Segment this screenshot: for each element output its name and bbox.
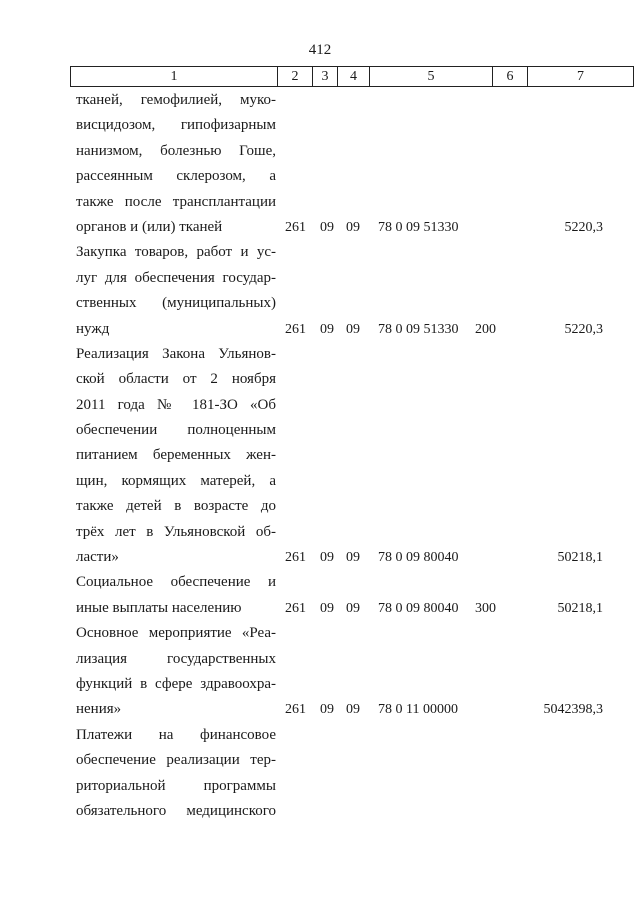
description-line: риториальной программы [76, 777, 276, 794]
table-row [0, 570, 640, 621]
description-line: Социальное обеспечение и [76, 574, 276, 591]
row-codes [0, 215, 640, 240]
description-line: луг для обеспечения государ- [76, 269, 276, 286]
target-article-code: 78 0 09 51330 [378, 219, 459, 235]
table-row [0, 723, 640, 825]
target-article-code: 78 0 09 80040 [378, 550, 459, 566]
description-line: также после трансплантации [76, 193, 276, 210]
description-line: 2011 года № 181-ЗО «Об [76, 396, 276, 413]
description-line: иные выплаты населению [76, 599, 242, 616]
description-line: функций в сфере здравоохра- [76, 675, 276, 692]
column-header-2: 2 [278, 67, 313, 87]
description-line: обязательного медицинского [76, 802, 276, 819]
description-line: Закупка товаров, работ и ус- [76, 244, 276, 261]
description-line: нения» [76, 701, 122, 718]
column-header-6: 6 [493, 67, 528, 87]
subsection-code: 09 [346, 219, 360, 235]
description-line: Платежи на финансовое [76, 726, 276, 743]
description-line: нужд [76, 320, 110, 337]
description-line: питанием беременных жен- [76, 447, 276, 464]
section-code: 09 [320, 702, 334, 718]
description-line: щин, кормящих матерей, а [76, 472, 276, 489]
section-code: 09 [320, 321, 334, 337]
column-header-row [71, 67, 634, 87]
description-line: висцидозом, гипофизарным [76, 117, 276, 134]
table-row [0, 240, 640, 342]
column-header-4: 4 [338, 67, 370, 87]
target-article-code: 78 0 09 51330 [378, 321, 459, 337]
column-header-7: 7 [528, 67, 634, 87]
budget-rows [0, 88, 640, 824]
row-codes [0, 596, 640, 621]
amount-value: 5220,3 [564, 219, 603, 235]
table-row [0, 88, 640, 240]
expense-type-code: 300 [475, 600, 496, 616]
description-line: ственных (муниципальных) [76, 295, 276, 312]
expense-type-code: 200 [475, 321, 496, 337]
row-codes [0, 697, 640, 722]
section-code: 09 [320, 550, 334, 566]
description-line: ской области от 2 ноября [76, 371, 276, 388]
description-line: нанизмом, болезнью Гоше, [76, 142, 276, 159]
section-code: 09 [320, 600, 334, 616]
subsection-code: 09 [346, 702, 360, 718]
description-line: обеспечение реализации тер- [76, 752, 276, 769]
description-line: также детей в возрасте до [76, 498, 276, 515]
column-header-1: 1 [71, 67, 278, 87]
ministry-code: 261 [285, 321, 306, 337]
description-line: лизация государственных [76, 650, 276, 667]
ministry-code: 261 [285, 219, 306, 235]
description-line: трёх лет в Ульяновской об- [76, 523, 276, 540]
row-codes [0, 545, 640, 570]
row-description [76, 723, 276, 825]
amount-value: 5220,3 [564, 321, 603, 337]
target-article-code: 78 0 11 00000 [378, 702, 458, 718]
column-header-5: 5 [370, 67, 493, 87]
page-number: 412 [308, 42, 332, 58]
ministry-code: 261 [285, 702, 306, 718]
row-description [76, 342, 276, 571]
subsection-code: 09 [346, 550, 360, 566]
column-header-3: 3 [313, 67, 338, 87]
target-article-code: 78 0 09 80040 [378, 600, 459, 616]
ministry-code: 261 [285, 600, 306, 616]
description-line: тканей, гемофилией, муко- [76, 92, 276, 108]
description-line: органов и (или) тканей [76, 218, 223, 235]
ministry-code: 261 [285, 550, 306, 566]
description-line: рассеянным склерозом, а [76, 168, 276, 185]
table-row [0, 342, 640, 571]
description-line: ласти» [76, 549, 119, 566]
description-line: Основное мероприятие «Реа- [76, 625, 276, 642]
amount-value: 50218,1 [557, 600, 603, 616]
description-line: Реализация Закона Ульянов- [76, 345, 276, 362]
table-row [0, 621, 640, 723]
subsection-code: 09 [346, 321, 360, 337]
column-header-table [70, 66, 634, 87]
row-codes [0, 317, 640, 342]
section-code: 09 [320, 219, 334, 235]
subsection-code: 09 [346, 600, 360, 616]
description-line: обеспечении полноценным [76, 422, 276, 439]
amount-value: 50218,1 [557, 550, 603, 566]
amount-value: 5042398,3 [543, 702, 603, 718]
